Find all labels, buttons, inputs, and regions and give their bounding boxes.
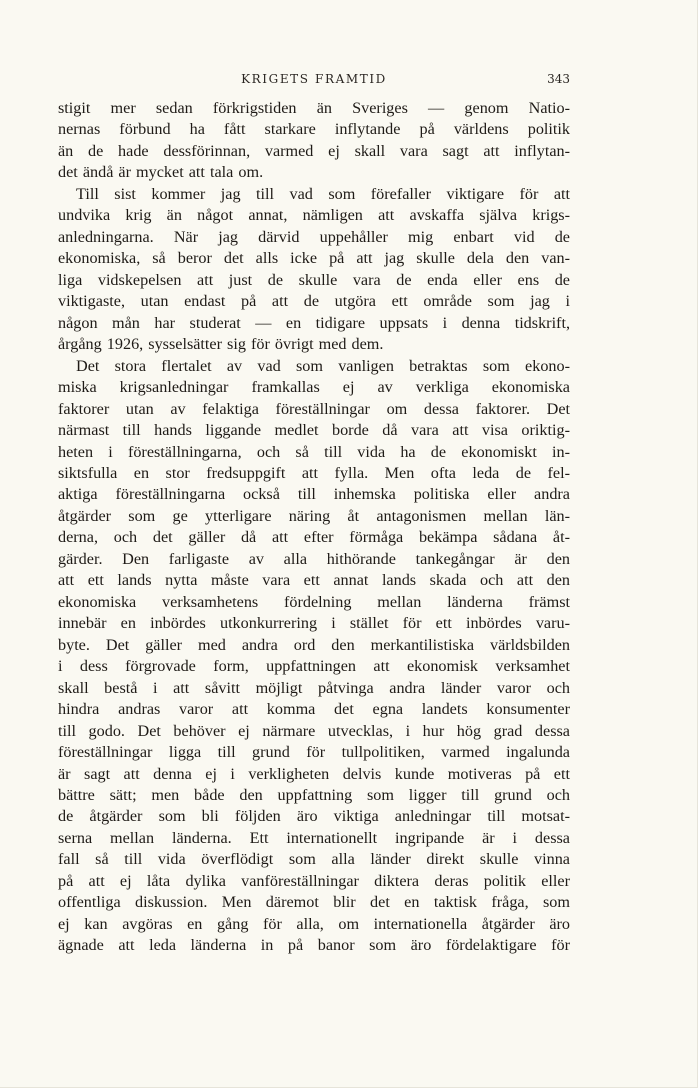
- text-line: derna, och det gäller då att efter förmåga bekämpa sådana åt-: [58, 528, 570, 547]
- text-line: gärder. Den farligaste av alla hithörande tankegångar är den: [58, 549, 570, 568]
- running-head: [58, 72, 570, 90]
- text-line: heten i föreställningarna, och så till vida ha de ekonomiskt in-: [58, 442, 570, 461]
- text-line: de åtgärder som bli följden äro viktiga anledningar till motsat-: [58, 807, 570, 826]
- text-line: ekonomiska verksamhetens fördelning mellan länderna främst: [58, 592, 570, 611]
- text-line: miska krigsanledningar framkallas ej av verkliga ekonomiska: [58, 378, 570, 397]
- text-line: byte. Det gäller med andra ord den merkantilistiska världsbilden: [58, 635, 570, 654]
- text-line: siktsfulla en stor fredsuppgift att fylla. Men ofta leda de fel-: [58, 463, 570, 482]
- text-line: stigit mer sedan förkrigstiden än Sveriges — genom Natio-: [58, 99, 570, 117]
- text-line: ägnade att leda länderna in på banor som äro fördelaktigare för: [58, 936, 570, 955]
- text-line: föreställningar ligga till grund för tullpolitiken, varmed ingalunda: [58, 743, 570, 762]
- text-line: ej kan avgöras en gång för alla, om internationella åtgärder äro: [58, 914, 570, 933]
- text-line: anledningarna. När jag därvid uppehåller mig enbart vid de: [58, 227, 570, 246]
- text-line: hindra andras varor att komma det egna landets konsumenter: [58, 700, 570, 719]
- text-line: aktiga föreställningarna också till inhemska politiska eller andra: [58, 485, 570, 504]
- text-line: att ett lands nytta måste vara ett annat lands skada och att den: [58, 571, 570, 590]
- text-line: serna mellan länderna. Ett internationellt ingripande är i dessa: [58, 828, 570, 847]
- text-line: ekonomiska, så beror det alls icke på att jag skulle dela den van-: [58, 249, 570, 268]
- text-line: Det stora flertalet av vad som vanligen betraktas som ekono-: [76, 356, 570, 375]
- text-line: innebär en inbördes utkonkurrering i stället för ett inbördes varu-: [58, 614, 570, 633]
- text-line: viktigaste, utan endast på att de utgöra ett område som jag i: [58, 292, 570, 311]
- text-line: undvika krig än något annat, nämligen att avskaffa själva krigs-: [58, 206, 570, 225]
- running-title: KRIGETS FRAMTID: [241, 72, 387, 86]
- text-line: närmast till hands liggande medlet borde då vara att visa oriktig-: [58, 421, 570, 440]
- text-line: fall så till vida överflödigt som alla länder direkt skulle vinna: [58, 850, 570, 869]
- page-number: 343: [547, 72, 570, 86]
- text-line: det ändå är mycket att tala om.: [58, 163, 264, 182]
- text-line: åtgärder som ge ytterligare näring åt antagonismen mellan län-: [58, 506, 570, 525]
- body-text: [58, 98, 570, 957]
- text-line: skall bestå i att såvitt möjligt påtvinga andra länder varor och: [58, 678, 570, 697]
- text-line: nernas förbund ha fått starkare inflytande på världens politik: [58, 120, 570, 139]
- text-line: årgång 1926, sysselsätter sig för övrigt med dem.: [58, 335, 384, 354]
- text-line: till godo. Det behöver ej närmare utvecklas, i hur hög grad dessa: [58, 721, 570, 740]
- text-line: är sagt att denna ej i verkligheten delvis kunde motiveras på ett: [58, 764, 570, 783]
- text-line: offentliga diskussion. Men däremot blir det en taktisk fråga, som: [58, 893, 570, 912]
- text-line: i dess förgrovade form, uppfattningen att ekonomisk verksamhet: [58, 657, 570, 676]
- text-line: faktorer utan av felaktiga föreställningar om dessa faktorer. Det: [58, 399, 570, 418]
- text-line: än de hade dessförinnan, varmed ej skall vara sagt att inflytan-: [58, 141, 570, 160]
- text-line: Till sist kommer jag till vad som förefaller viktigare för att: [76, 184, 570, 203]
- text-line: på att ej låta dylika vanföreställningar diktera deras politik eller: [58, 871, 570, 890]
- text-line: bättre sätt; men både den uppfattning som ligger till grund och: [58, 786, 570, 804]
- text-line: liga vidskepelsen att just de skulle vara de enda eller ens de: [58, 270, 570, 289]
- text-line: någon mån har studerat — en tidigare uppsats i denna tidskrift,: [58, 313, 570, 332]
